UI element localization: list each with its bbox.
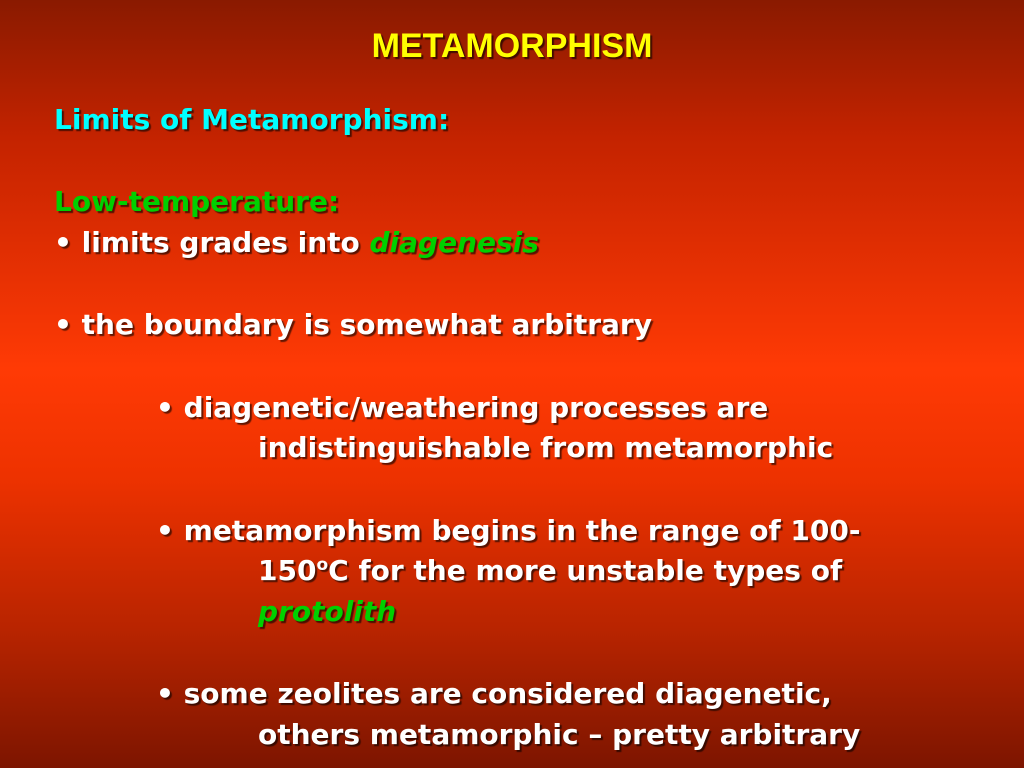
section-heading: Limits of Metamorphism: (54, 103, 450, 136)
sub-bullet-zeolites-line2: others metamorphic – pretty arbitrary (258, 718, 861, 751)
sub-bullet-weathering-line2: indistinguishable from metamorphic (258, 431, 834, 464)
slide-title: METAMORPHISM (371, 27, 653, 65)
sub-bullet-weathering-line1: • diagenetic/weathering processes are (156, 391, 769, 424)
sub-bullet-zeolites-line1: • some zeolites are considered diagenetic, (156, 677, 832, 710)
subheading-low-temperature: Low-temperature: (54, 185, 340, 218)
bullet-diagenesis (54, 226, 539, 260)
sub-bullet-range-line2 (258, 554, 842, 588)
sub-bullet-range-line2-text: C for the more unstable types of (328, 554, 843, 587)
bullet-diagenesis-text: • limits grades into (54, 226, 370, 259)
term-diagenesis: diagenesis (369, 226, 539, 259)
degree-superscript: o (316, 555, 329, 575)
bullet-boundary: • the boundary is somewhat arbitrary (54, 308, 652, 341)
temperature-value: 150 (258, 554, 317, 587)
term-protolith: protolith (258, 595, 397, 628)
sub-bullet-range-line1: • metamorphism begins in the range of 100- (156, 514, 861, 547)
